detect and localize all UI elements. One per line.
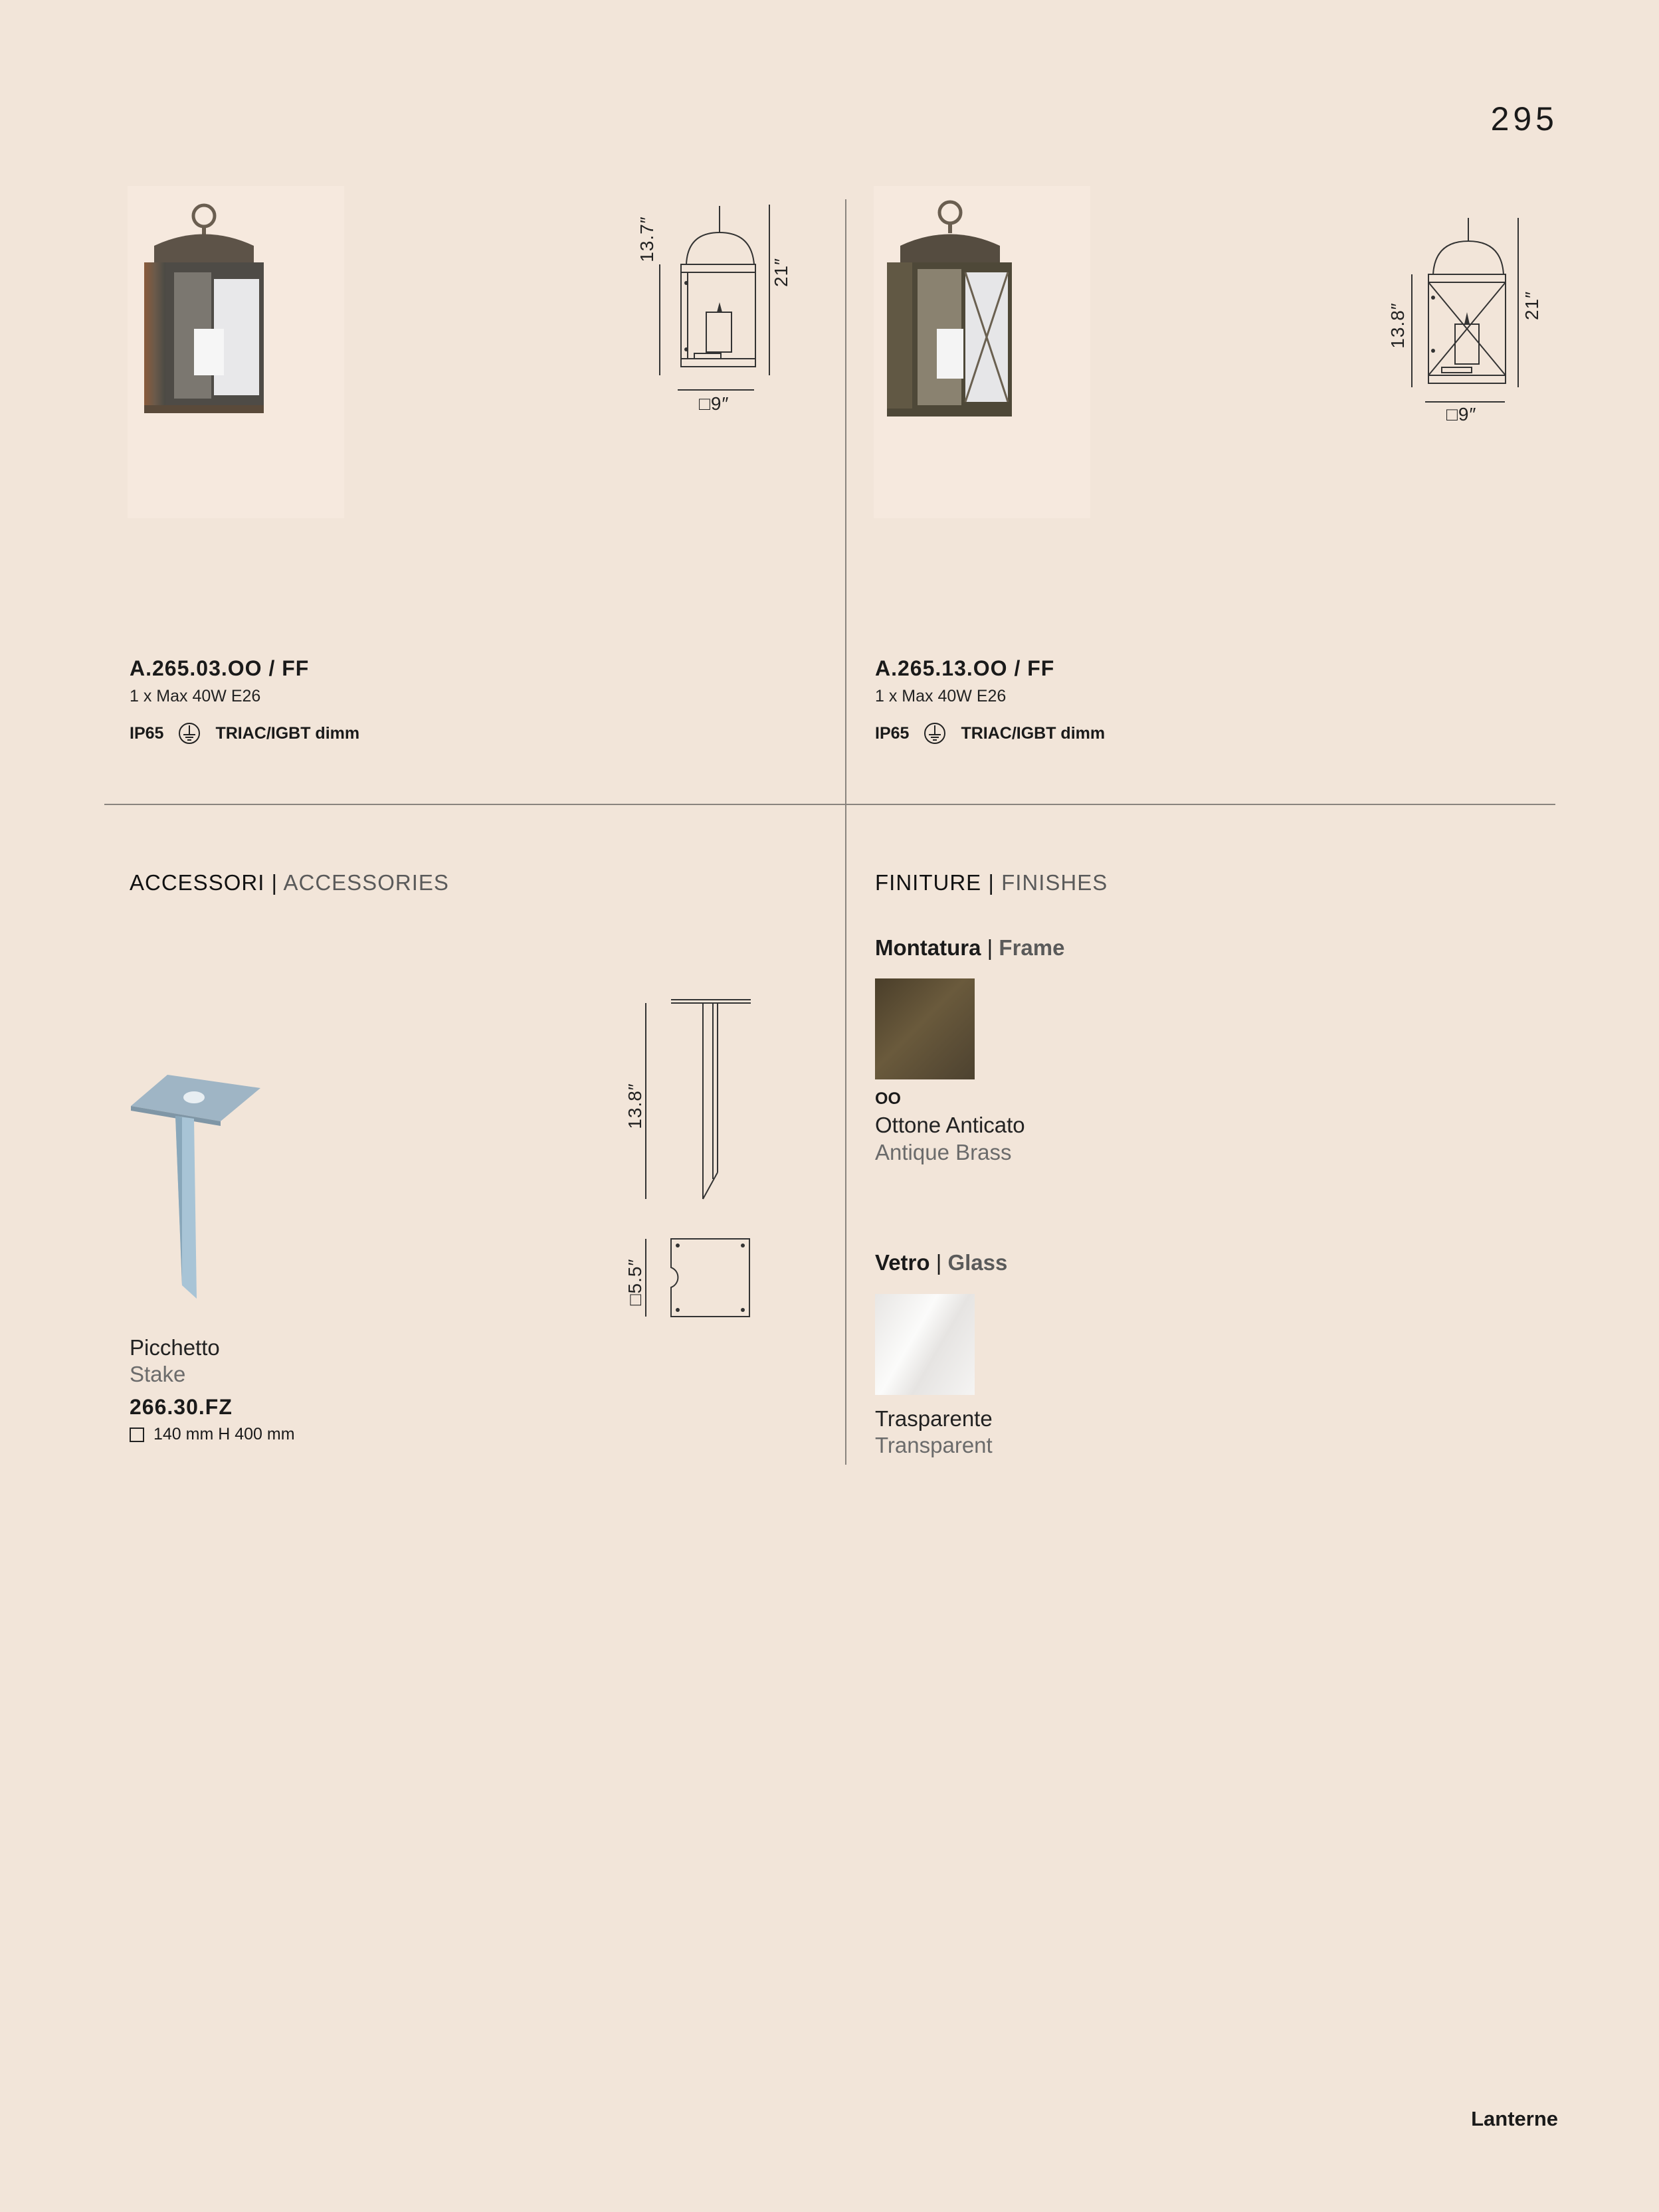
square-icon [130, 1428, 144, 1442]
finishes-title-en: FINISHES [1001, 870, 1108, 895]
frame-label-en: Frame [999, 935, 1065, 960]
frame-label-it: Montatura [875, 935, 981, 960]
stake-dim-height: 13.8″ [625, 1083, 645, 1129]
glass-label-it: Vetro [875, 1250, 930, 1275]
glass-finish-name-en: Transparent [875, 1433, 993, 1457]
stake-dims [130, 1425, 295, 1444]
stake-code: 266.30.FZ [130, 1395, 233, 1419]
glass-title: Vetro | Glass [875, 1250, 1008, 1275]
dim-total-height: 21″ [771, 257, 791, 288]
accessories-title-it: ACCESSORI [130, 870, 265, 895]
frame-finish-name-it: Ottone Anticato [875, 1113, 1025, 1137]
product-photo-lantern-2 [874, 186, 1090, 518]
ground-symbol-icon [924, 722, 946, 745]
dim-total-height: 21″ [1521, 290, 1542, 321]
ip-rating: IP65 [875, 723, 910, 743]
section-footer: Lanterne [1471, 2107, 1558, 2130]
dim-inner-height: 13.7″ [636, 216, 657, 262]
glass-swatch-transparent [875, 1294, 975, 1395]
ip-rating: IP65 [130, 723, 164, 743]
stake-dims-text: 140 mm H 400 mm [153, 1425, 295, 1443]
frame-finish-name-en: Antique Brass [875, 1140, 1012, 1164]
title-separator: | [271, 870, 278, 895]
title-separator: | [988, 870, 995, 895]
lamp-spec: 1 x Max 40W E26 [130, 687, 261, 705]
accessories-title [130, 870, 449, 895]
lamp-spec: 1 x Max 40W E26 [875, 687, 1007, 705]
stake-dim-plate: □5.5″ [625, 1258, 645, 1306]
dim-base: □9″ [699, 393, 730, 414]
page-number: 295 [1490, 100, 1558, 138]
vertical-divider [845, 199, 846, 1465]
stake-photo [128, 1063, 267, 1302]
technical-drawing-lantern-2 [1385, 211, 1545, 430]
frame-title: Montatura | Frame [875, 935, 1065, 960]
frame-swatch-antique-brass [875, 978, 975, 1079]
ip-row [130, 722, 359, 745]
product-code: A.265.13.OO / FF [875, 656, 1055, 680]
finishes-title-it: FINITURE [875, 870, 982, 895]
technical-drawing-lantern-1 [634, 199, 794, 418]
ip-row [875, 722, 1105, 745]
dimming-type: TRIAC/IGBT dimm [961, 723, 1106, 743]
dim-base: □9″ [1446, 404, 1477, 424]
product-photo-lantern-1 [128, 186, 344, 518]
frame-finish-code: OO [875, 1089, 901, 1108]
horizontal-divider [104, 804, 1555, 805]
dimming-type: TRIAC/IGBT dimm [215, 723, 360, 743]
stake-name-it: Picchetto [130, 1335, 220, 1360]
accessories-title-en: ACCESSORIES [283, 870, 449, 895]
dim-inner-height: 13.8″ [1387, 302, 1408, 349]
stake-name-en: Stake [130, 1362, 186, 1386]
ground-symbol-icon [178, 722, 201, 745]
glass-finish-name-it: Trasparente [875, 1406, 993, 1431]
product-code: A.265.03.OO / FF [130, 656, 310, 680]
glass-label-en: Glass [947, 1250, 1008, 1275]
finishes-title [875, 870, 1108, 895]
